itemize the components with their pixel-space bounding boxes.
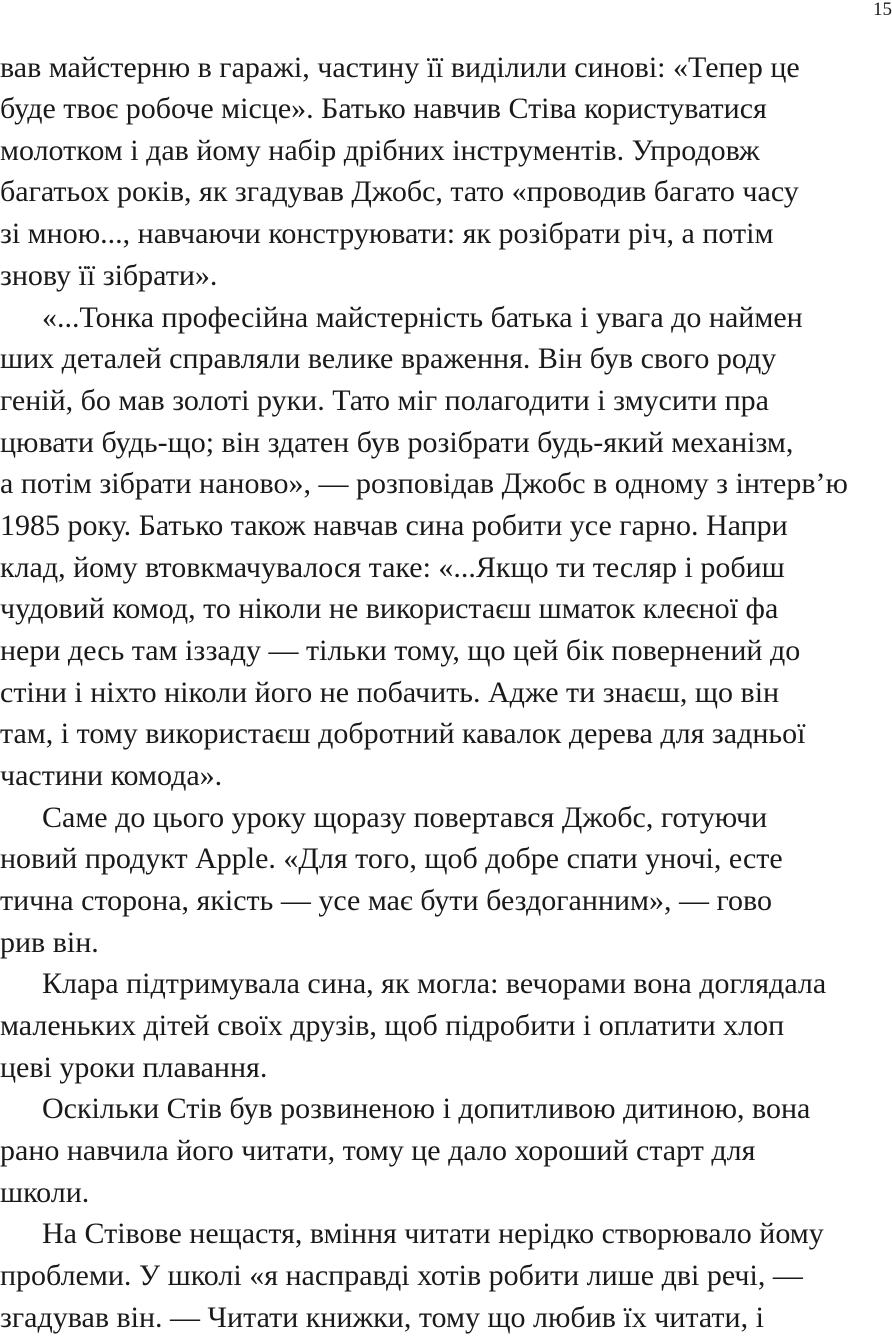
text-line: там, і тому використаєш добротний кавалок дерева для задньої bbox=[0, 717, 806, 750]
paragraph-start-line: Саме до цього уроку щоразу повертався Джобс, готуючи bbox=[42, 801, 768, 834]
text-line: а потім зібрати наново», — розповідав Джобс в одному з інтерв’ю bbox=[0, 467, 848, 500]
text-line: рив він. bbox=[0, 926, 99, 959]
text-line: геній, бо мав золоті руки. Тато міг полагодити і змусити пра bbox=[0, 384, 769, 417]
text-line: зі мною..., навчаючи конструювати: як розібрати річ, а потім bbox=[0, 217, 774, 250]
text-line: проблеми. У школі «я насправді хотів робити лише дві речі, — bbox=[0, 1259, 803, 1292]
text-line: тична сторона, якість — усе має бути бездоганним», — гово bbox=[0, 884, 773, 917]
text-line: буде твоє робоче місце». Батько навчив Стіва користуватися bbox=[0, 92, 767, 125]
text-line: ших деталей справляли велике враження. Він був свого роду bbox=[0, 342, 777, 375]
text-line: 1985 року. Батько також навчав сина робити усе гарно. Напри bbox=[0, 509, 788, 542]
text-line: цеві уроки плавання. bbox=[0, 1051, 268, 1084]
text-line: маленьких дітей своїх друзів, щоб підробити і оплатити хлоп bbox=[0, 1009, 785, 1042]
text-line: новий продукт Apple. «Для того, щоб добре спати уночі, есте bbox=[0, 842, 783, 875]
text-line: школи. bbox=[0, 1176, 90, 1209]
text-line: частини комода». bbox=[0, 759, 223, 792]
text-line: знову її зібрати». bbox=[0, 259, 218, 292]
text-line: чудовий комод, то ніколи не використаєш шматок клеєної фа bbox=[0, 592, 779, 625]
text-line: нери десь там іззаду — тільки тому, що цей бік повернений до bbox=[0, 634, 801, 667]
text-line: згадував він. — Читати книжки, тому що любив їх читати, і bbox=[0, 1301, 764, 1334]
text-line: молотком і дав йому набір дрібних інструментів. Упродовж bbox=[0, 134, 760, 167]
text-line: вав майстерню в гаражі, частину її виділили синові: «Тепер це bbox=[0, 51, 800, 84]
text-line: цювати будь-що; він здатен був розібрати будь-який механізм, bbox=[0, 426, 794, 459]
paragraph-start-line: На Стівове нещастя, вміння читати нерідко створювало йому bbox=[42, 1217, 824, 1250]
paragraph-start-line: Клара підтримувала сина, як могла: вечорами вона доглядала bbox=[42, 967, 827, 1000]
page-number: 15 bbox=[873, 0, 892, 20]
paragraph-start-line: «...Тонка професійна майстерність батька і увага до наймен bbox=[42, 301, 803, 334]
paragraph-start-line: Оскільки Стів був розвиненою і допитливою дитиною, вона bbox=[42, 1092, 811, 1125]
text-line: стіни і ніхто ніколи його не побачить. Адже ти знаєш, що він bbox=[0, 676, 780, 709]
text-line: багатьох років, як згадував Джобс, тато «проводив багато часу bbox=[0, 175, 799, 208]
text-line: рано навчила його читати, тому це дало хороший старт для bbox=[0, 1134, 756, 1167]
text-line: клад, йому втовкмачувалося таке: «...Якщо ти тесляр і робиш bbox=[0, 551, 785, 584]
